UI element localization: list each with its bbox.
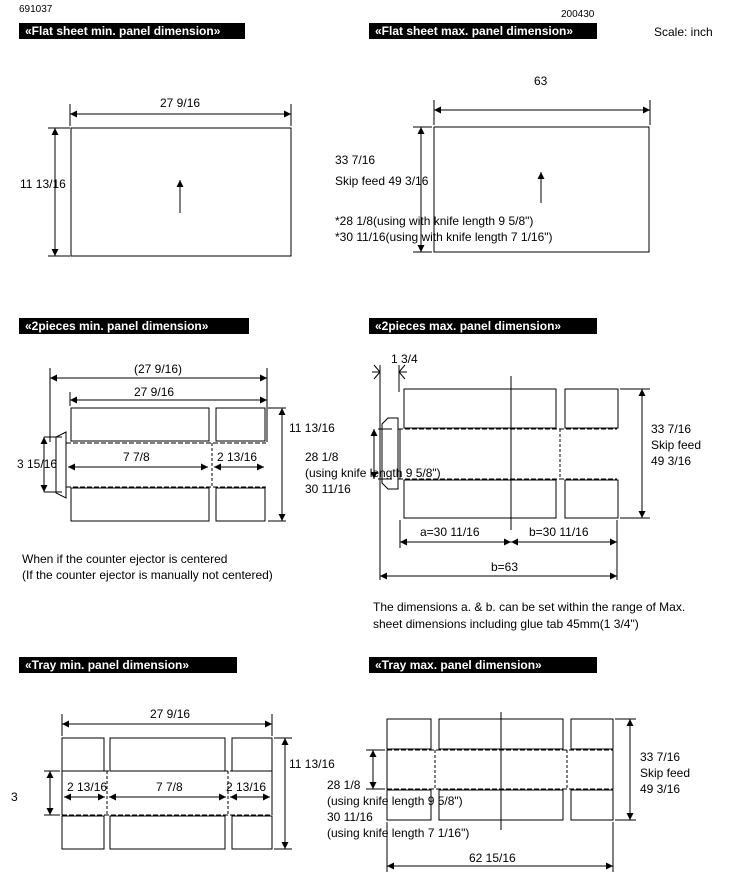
two-max-right-3: 49 3/16 xyxy=(651,454,692,468)
two-min-outer-width: (27 9/16) xyxy=(134,362,183,376)
flat-max-width-label: 63 xyxy=(534,74,548,88)
two-max-note-1: The dimensions a. & b. can be set within the range of Max. xyxy=(373,600,686,614)
two-max-a-dim: a=30 11/16 xyxy=(420,525,480,539)
two-min-left-dim: 3 15/16 xyxy=(17,457,58,471)
tray-max-left-2: (using knife length 9 5/8") xyxy=(327,794,463,808)
tray-max-left-4: (using knife length 7 1/16") xyxy=(327,826,470,840)
header-tray-max: «Tray max. panel dimension» xyxy=(369,657,597,673)
tray-max-right-1: 33 7/16 xyxy=(640,750,681,764)
two-min-height: 11 13/16 xyxy=(289,421,335,435)
two-max-total-dim: b=63 xyxy=(491,560,519,574)
tray-min-height: 11 13/16 xyxy=(289,757,335,771)
tray-min-width: 27 9/16 xyxy=(150,707,191,721)
two-max-right-1: 33 7/16 xyxy=(651,422,692,436)
two-min-mid-dim: 7 7/8 xyxy=(123,450,150,464)
tray-min-col-2: 7 7/8 xyxy=(156,780,183,794)
two-min-inner-width: 27 9/16 xyxy=(134,385,175,399)
tray-max-left-3: 30 11/16 xyxy=(327,810,373,824)
two-max-height-2: (using knife length 9 5/8") xyxy=(305,466,441,480)
document-code: 200430 xyxy=(561,9,595,20)
flat-max-height-label: 33 7/16 xyxy=(335,153,376,167)
tray-max-width: 62 15/16 xyxy=(469,851,516,865)
two-max-height-3: 30 11/16 xyxy=(305,482,351,496)
two-min-note-2: (If the counter ejector is manually not centered) xyxy=(22,568,273,582)
flat-min-width-label: 27 9/16 xyxy=(160,96,201,110)
header-two-pieces-max: «2pieces max. panel dimension» xyxy=(369,318,597,334)
flat-max-note-2: *30 11/16(using with knife length 7 1/16") xyxy=(335,230,553,244)
scale-label: Scale: inch xyxy=(654,25,713,39)
flat-max-note-1: *28 1/8(using with knife length 9 5/8") xyxy=(335,214,534,228)
tray-max-right-3: 49 3/16 xyxy=(640,782,681,796)
two-max-right-2: Skip feed xyxy=(651,438,702,452)
tray-min-left-dim: 3 xyxy=(11,790,18,804)
two-max-b-dim: b=30 11/16 xyxy=(529,525,589,539)
two-max-tab-dim: 1 3/4 xyxy=(391,352,418,366)
flat-max-skip-label: Skip feed 49 3/16 xyxy=(335,174,429,188)
header-tray-min: «Tray min. panel dimension» xyxy=(19,657,237,673)
tray-max-left-1: 28 1/8 xyxy=(327,778,361,792)
two-max-height-1: 28 1/8 xyxy=(305,450,339,464)
document-id: 691037 xyxy=(19,4,53,15)
tray-max-right-2: Skip feed xyxy=(640,766,691,780)
flat-min-height-label: 11 13/16 xyxy=(20,177,66,191)
two-max-note-2: sheet dimensions including glue tab 45mm(1 3/4") xyxy=(373,617,639,631)
tray-min-col-1: 2 13/16 xyxy=(67,780,108,794)
header-two-pieces-min: «2pieces min. panel dimension» xyxy=(19,318,249,334)
two-min-note-1: When if the counter ejector is centered xyxy=(22,552,228,566)
flat-min-sheet xyxy=(71,128,291,256)
tray-min-col-3: 2 13/16 xyxy=(226,780,267,794)
header-flat-max: «Flat sheet max. panel dimension» xyxy=(369,23,597,39)
two-min-right-dim: 2 13/16 xyxy=(217,450,258,464)
header-flat-min: «Flat sheet min. panel dimension» xyxy=(19,23,245,39)
